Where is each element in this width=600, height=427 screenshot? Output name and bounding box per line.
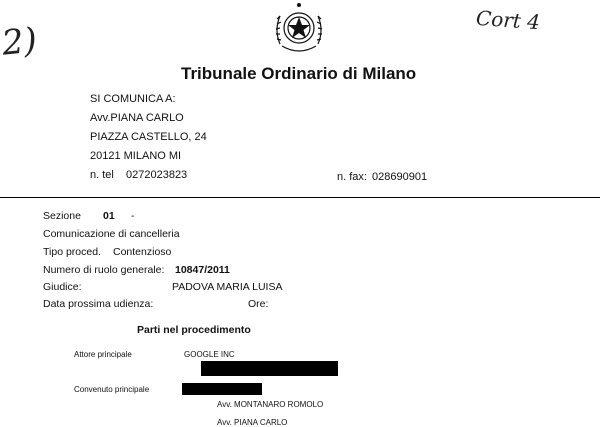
recipient-city: 20121 MILANO MI xyxy=(90,150,182,162)
tipo-label: Tipo proced. xyxy=(43,246,101,258)
tel-value: 0272023823 xyxy=(126,169,188,181)
ruolo-label: Numero di ruolo generale: xyxy=(43,264,165,276)
italian-republic-emblem-icon xyxy=(272,2,326,58)
court-title: Tribunale Ordinario di Milano xyxy=(181,64,417,83)
handwritten-page-mark: 2) xyxy=(0,20,39,64)
sezione-label: Sezione xyxy=(43,210,81,222)
udienza-label: Data prossima udienza: xyxy=(43,298,154,310)
redaction-bar xyxy=(201,361,338,376)
recipient-street: PIAZZA CASTELLO, 24 xyxy=(90,131,207,143)
attore-label: Attore principale xyxy=(74,350,132,359)
fax-label: n. fax: xyxy=(337,171,367,183)
giudice-value: PADOVA MARIA LUISA xyxy=(172,281,283,293)
avvocato-1: Avv. MONTANARO ROMOLO xyxy=(217,400,324,409)
separator-line xyxy=(0,197,600,198)
ruolo-value: 10847/2011 xyxy=(175,264,230,276)
handwritten-reference-mark: Cort 4 xyxy=(475,5,541,35)
parti-title: Parti nel procedimento xyxy=(137,324,251,336)
avvocato-2: Avv. PIANA CARLO xyxy=(217,418,288,427)
redaction-bar xyxy=(182,383,262,395)
sezione-value: 01 xyxy=(103,210,115,222)
attore-value: GOOGLE INC xyxy=(184,350,235,359)
giudice-label: Giudice: xyxy=(43,281,82,293)
fax-value: 028690901 xyxy=(372,171,428,183)
comunicazione-text: Comunicazione di cancelleria xyxy=(43,228,180,240)
notice-label: SI COMUNICA A: xyxy=(90,93,176,105)
ore-label: Ore: xyxy=(248,298,269,310)
sezione-dash: - xyxy=(131,210,135,222)
convenuto-label: Convenuto principale xyxy=(74,385,150,394)
recipient-name: Avv.PIANA CARLO xyxy=(90,112,184,124)
tel-label: n. tel xyxy=(90,169,114,181)
tipo-value: Contenzioso xyxy=(113,246,172,258)
